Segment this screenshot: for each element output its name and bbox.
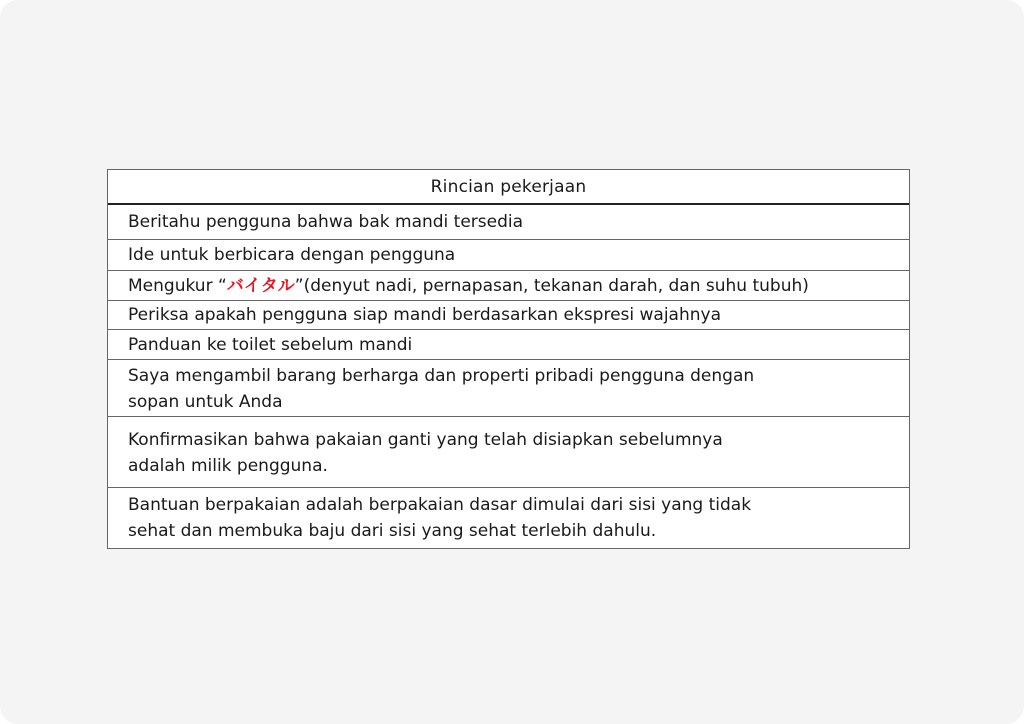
row-text-suffix: ”(denyut nadi, pernapasan, tekanan darah, dan suhu tubuh) [294,275,809,296]
table-row [108,488,909,548]
row-text-line-2: adalah milik pengguna. [128,456,328,476]
table-row [108,205,909,240]
table-row [108,271,909,301]
row-text-line-1: Bantuan berpakaian adalah berpakaian dasar dimulai dari sisi yang tidak [128,495,752,515]
row-text-line-2: sehat dan membuka baju dari sisi yang sehat terlebih dahulu. [128,521,657,541]
row-text: Ide untuk berbicara dengan pengguna [128,245,456,265]
table-header [108,170,909,205]
row-text-line-2: sopan untuk Anda [128,392,283,412]
row-text-prefix: Mengukur “ [128,275,227,296]
table-row [108,240,909,271]
table-row [108,330,909,360]
row-text: Beritahu pengguna bahwa bak mandi tersedia [128,212,524,232]
table-row [108,417,909,488]
row-text-line-1: Konfirmasikan bahwa pakaian ganti yang telah disiapkan sebelumnya [128,430,723,450]
vital-highlight: バイタル [226,275,295,296]
table-header-label: Rincian pekerjaan [430,176,587,197]
row-text-line-1: Saya mengambil barang berharga dan properti pribadi pengguna dengan [128,366,755,386]
table-row [108,301,909,330]
job-details-table [107,169,910,549]
table-row [108,360,909,417]
row-text: Periksa apakah pengguna siap mandi berdasarkan ekspresi wajahnya [128,305,721,325]
row-text: Panduan ke toilet sebelum mandi [128,334,413,355]
